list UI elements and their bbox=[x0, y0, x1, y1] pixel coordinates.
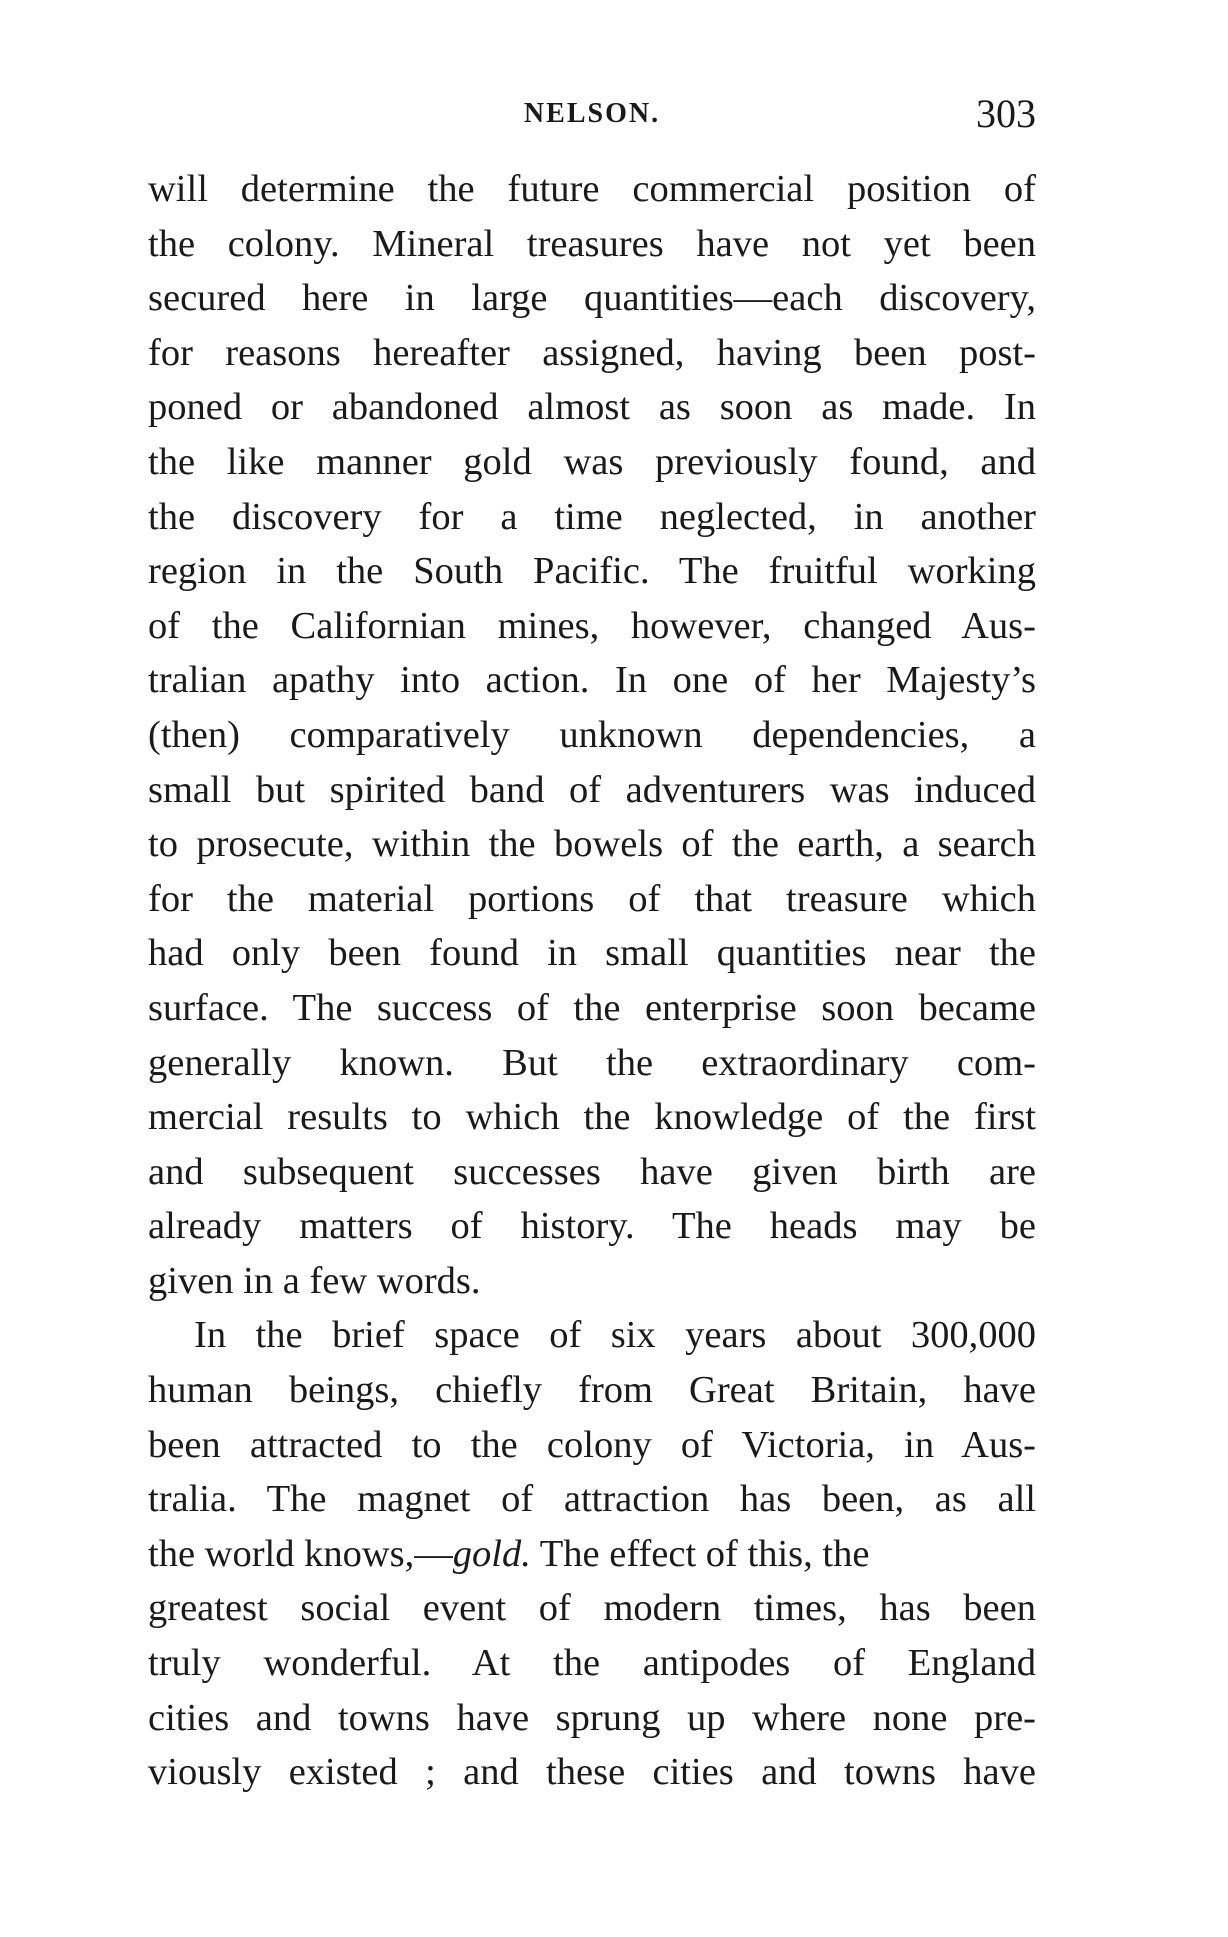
text-line: given in a few words. bbox=[148, 1259, 481, 1302]
text-line: poned or abandoned almost as soon as made. In bbox=[148, 386, 1036, 429]
text-line: and subsequent successes have given birth are bbox=[148, 1150, 1036, 1193]
text-line: cities and towns have sprung up where none pre- bbox=[148, 1696, 1036, 1739]
text-line: already matters of history. The heads may be bbox=[148, 1205, 1036, 1248]
text-line: secured here in large quantities—each discovery, bbox=[148, 277, 1036, 320]
text-line: viously existed ; and these cities and towns have bbox=[148, 1751, 1036, 1794]
text-line: had only been found in small quantities near the bbox=[148, 932, 1036, 975]
page-number: 303 bbox=[976, 91, 1036, 136]
text-line: tralia. The magnet of attraction has been, as all bbox=[148, 1478, 1036, 1521]
text-line: truly wonderful. At the antipodes of England bbox=[148, 1642, 1036, 1685]
italic-word: gold. bbox=[452, 1532, 531, 1575]
text-line: will determine the future commercial position of bbox=[148, 168, 1036, 210]
text-line: region in the South Pacific. The fruitful working bbox=[148, 550, 1036, 593]
text-line: In the brief space of six years about 300,000 bbox=[194, 1314, 1036, 1357]
text-line: generally known. But the extraordinary com- bbox=[148, 1041, 1036, 1084]
book-page bbox=[148, 90, 1036, 1800]
text-line: to prosecute, within the bowels of the earth, a search bbox=[148, 823, 1036, 866]
text-line: greatest social event of modern times, has been bbox=[148, 1587, 1036, 1630]
text-line: tralian apathy into action. In one of her Majesty’s bbox=[148, 659, 1036, 702]
paragraph-1 bbox=[148, 162, 1036, 1308]
running-head bbox=[148, 90, 1036, 142]
running-title: NELSON. bbox=[523, 98, 661, 129]
text-segment: The effect of this, the bbox=[530, 1532, 870, 1575]
text-line: mercial results to which the knowledge of the first bbox=[148, 1096, 1036, 1139]
body-text bbox=[148, 162, 1036, 1800]
text-segment: the world knows,— bbox=[148, 1532, 453, 1575]
text-line: the colony. Mineral treasures have not yet been bbox=[148, 222, 1036, 265]
text-line: (then) comparatively unknown dependencies, a bbox=[148, 713, 1036, 756]
text-line: human beings, chiefly from Great Britain, have bbox=[148, 1369, 1036, 1412]
text-line: surface. The success of the enterprise soon became bbox=[148, 986, 1036, 1029]
text-line: the discovery for a time neglected, in another bbox=[148, 495, 1036, 538]
text-line-italic bbox=[148, 1527, 1036, 1582]
text-line: for the material portions of that treasure which bbox=[148, 877, 1036, 920]
text-line: been attracted to the colony of Victoria, in Aus- bbox=[148, 1423, 1036, 1466]
text-line: of the Californian mines, however, changed Aus- bbox=[148, 604, 1036, 647]
paragraph-2 bbox=[148, 1308, 1036, 1799]
text-line: for reasons hereafter assigned, having been post- bbox=[148, 331, 1036, 374]
text-line: small but spirited band of adventurers was induced bbox=[148, 768, 1036, 811]
text-line: the like manner gold was previously found, and bbox=[148, 440, 1036, 483]
